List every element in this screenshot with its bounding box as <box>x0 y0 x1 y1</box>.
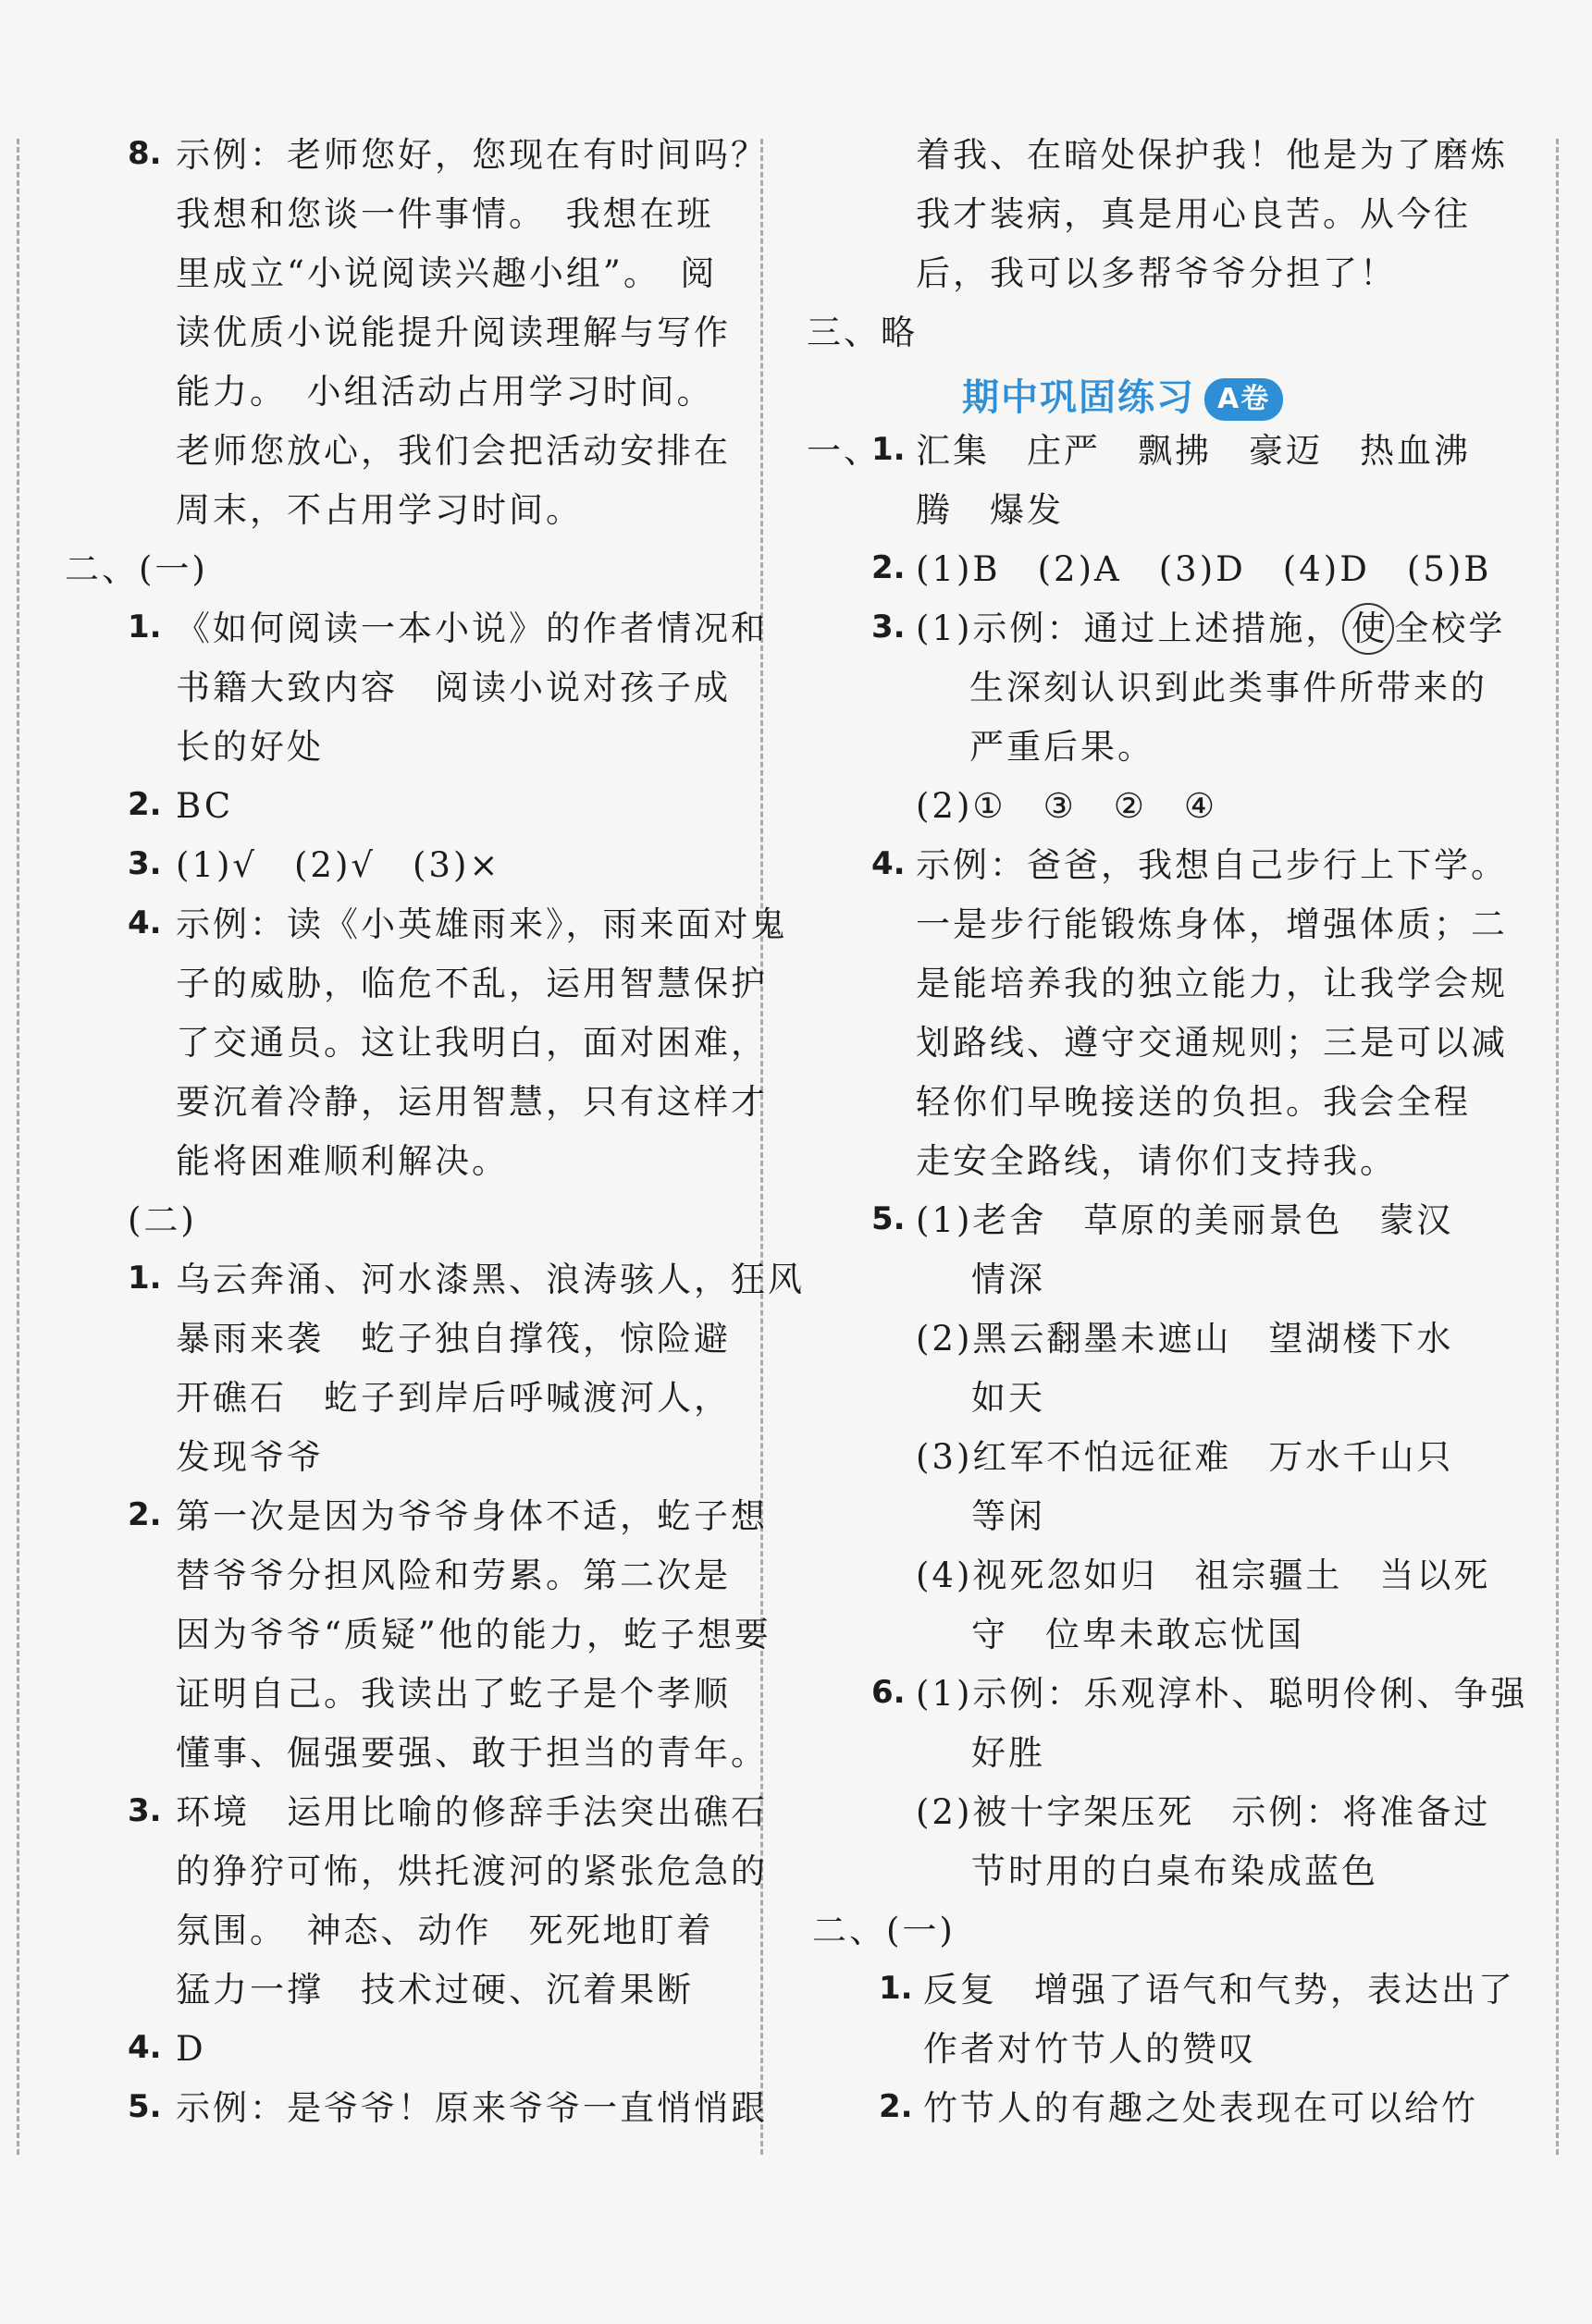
text-line: (1)老舍 草原的美丽景色 蒙汉 <box>916 1200 1454 1240</box>
item-number: 2. <box>128 1496 162 1533</box>
text-line: 乌云奔涌、河水漆黑、浪涛骇人，狂风 <box>176 1260 805 1299</box>
text-line: 里成立“小说阅读兴趣小组”。 阅 <box>176 253 718 293</box>
text-line: 周末，不占用学习时间。 <box>176 490 583 530</box>
item-number: 8. <box>128 135 162 172</box>
text-line: 等闲 <box>971 1496 1045 1536</box>
text-line: 严重后果。 <box>969 727 1154 767</box>
text-line: 一是步行能锻炼身体，增强体质；二 <box>916 904 1508 944</box>
section-heading: 二、(一) <box>65 549 208 589</box>
text-line: 了交通员。这让我明白，面对困难， <box>176 1023 768 1063</box>
text-line: 《如何阅读一本小说》的作者情况和 <box>176 609 768 648</box>
text-line: (1)示例：乐观淳朴、聪明伶俐、争强 <box>916 1674 1528 1714</box>
subsection-heading: (二) <box>128 1200 197 1240</box>
text-line: (4)视死忽如归 祖宗疆土 当以死 <box>916 1555 1491 1595</box>
text-line: 示例：读《小英雄雨来》，雨来面对鬼 <box>176 904 788 944</box>
text-line: (2)黑云翻墨未遮山 望湖楼下水 <box>916 1319 1454 1359</box>
section-title-text: 期中巩固练习 <box>962 376 1195 419</box>
item-number: 1. <box>128 609 162 646</box>
text-line: BC <box>176 786 234 826</box>
item-number: 4. <box>128 2029 162 2066</box>
item-number: 1. <box>871 431 906 468</box>
text-line: 节时用的白桌布染成蓝色 <box>971 1851 1378 1891</box>
text-line: 证明自己。我读出了虼子是个孝顺 <box>176 1674 731 1714</box>
item-number: 5. <box>128 2088 162 2125</box>
text-line: 环境 运用比喻的修辞手法突出礁石 <box>176 1792 768 1832</box>
text-line: (1)B (2)A (3)D (4)D (5)B <box>916 549 1492 589</box>
text-line: 子的威胁，临危不乱，运用智慧保护 <box>176 964 768 1003</box>
item-number: 3. <box>128 1792 162 1829</box>
text-line: 轻你们早晚接送的负担。我会全程 <box>916 1082 1471 1122</box>
text-line: 如天 <box>971 1378 1045 1418</box>
text-line: D <box>176 2029 206 2069</box>
text-segment: (1)示例：通过上述措施， <box>916 609 1343 648</box>
item-number: 3. <box>128 845 162 882</box>
text-line: 腾 爆发 <box>916 490 1064 530</box>
text-line: 好胜 <box>971 1733 1045 1773</box>
text-line: 示例：是爷爷！原来爷爷一直悄悄跟 <box>176 2088 768 2128</box>
text-line: 因为爷爷“质疑”他的能力，虼子想要 <box>176 1615 771 1654</box>
item-number: 6. <box>871 1674 906 1711</box>
text-line: 要沉着冷静，运用智慧，只有这样才 <box>176 1082 768 1122</box>
text-line: 着我、在暗处保护我！他是为了磨炼 <box>916 135 1508 175</box>
section-heading: 二、(一) <box>812 1911 956 1950</box>
text-line: (2)被十字架压死 示例：将准备过 <box>916 1792 1491 1832</box>
text-line: 替爷爷分担风险和劳累。第二次是 <box>176 1555 731 1595</box>
text-line: 第一次是因为爷爷身体不适，虼子想 <box>176 1496 768 1536</box>
text-line: 氛围。 神态、动作 死死地盯着 <box>176 1911 714 1950</box>
item-number: 2. <box>128 786 162 823</box>
text-line: (3)红军不怕远征难 万水千山只 <box>916 1437 1454 1477</box>
text-line <box>916 599 1505 658</box>
item-number: 2. <box>871 549 906 586</box>
text-line: 老师您放心，我们会把活动安排在 <box>176 431 731 471</box>
text-line: 后，我可以多帮爷爷分担了！ <box>916 253 1397 293</box>
text-line: 生深刻认识到此类事件所带来的 <box>969 668 1487 707</box>
text-segment: 全校学 <box>1394 609 1506 648</box>
item-number: 4. <box>128 904 162 941</box>
text-line: 作者对竹节人的赞叹 <box>923 2029 1256 2069</box>
text-line: (1)√ (2)√ (3)× <box>176 845 501 885</box>
section-heading: 一、 <box>807 431 881 471</box>
text-line: 汇集 庄严 飘拂 豪迈 热血沸 <box>916 431 1471 471</box>
text-line: 是能培养我的独立能力，让我学会规 <box>916 964 1508 1003</box>
text-line: 读优质小说能提升阅读理解与写作 <box>176 313 731 352</box>
text-line: 暴雨来袭 虼子独自撑筏，惊险避 <box>176 1319 731 1359</box>
text-line: 的狰狞可怖，烘托渡河的紧张危急的 <box>176 1851 768 1891</box>
section-heading: 三、略 <box>807 313 918 352</box>
text-line: 划路线、遵守交通规则；三是可以减 <box>916 1023 1508 1063</box>
text-line: 懂事、倔强要强、敢于担当的青年。 <box>176 1733 768 1773</box>
text-line: 反复 增强了语气和气势，表达出了 <box>923 1970 1515 2010</box>
text-line: 发现爷爷 <box>176 1437 324 1477</box>
version-badge: A卷 <box>1204 378 1283 421</box>
item-number: 5. <box>871 1200 906 1237</box>
text-line: 我想和您谈一件事情。 我想在班 <box>176 194 714 234</box>
text-line: 能将困难顺利解决。 <box>176 1141 509 1181</box>
left-margin-line <box>17 139 19 2155</box>
text-line: 竹节人的有趣之处表现在可以给竹 <box>923 2088 1478 2128</box>
text-line: 书籍大致内容 阅读小说对孩子成 <box>176 668 731 707</box>
text-line: 情深 <box>971 1260 1045 1299</box>
text-line: 能力。 小组活动占用学习时间。 <box>176 372 714 412</box>
text-line: 走安全路线，请你们支持我。 <box>916 1141 1397 1181</box>
item-number: 1. <box>128 1260 162 1297</box>
text-line: 开礁石 虼子到岸后呼喊渡河人， <box>176 1378 731 1418</box>
text-line: 我才装病，真是用心良苦。从今往 <box>916 194 1471 234</box>
circled-character: 使 <box>1342 603 1394 655</box>
item-number: 2. <box>879 2088 913 2125</box>
text-line: 守 位卑未敢忘忧国 <box>971 1615 1304 1654</box>
item-number: 1. <box>879 1970 913 2007</box>
text-line: 长的好处 <box>176 727 324 767</box>
text-line: 示例：爸爸，我想自己步行上下学。 <box>916 845 1508 885</box>
item-number: 3. <box>871 609 906 646</box>
text-line: 猛力一撑 技术过硬、沉着果断 <box>176 1970 694 2010</box>
item-number: 4. <box>871 845 906 882</box>
text-line: 示例：老师您好，您现在有时间吗？ <box>176 135 768 175</box>
section-title <box>962 368 1283 421</box>
text-line: (2)① ③ ② ④ <box>916 786 1218 826</box>
right-margin-line <box>1556 139 1559 2155</box>
